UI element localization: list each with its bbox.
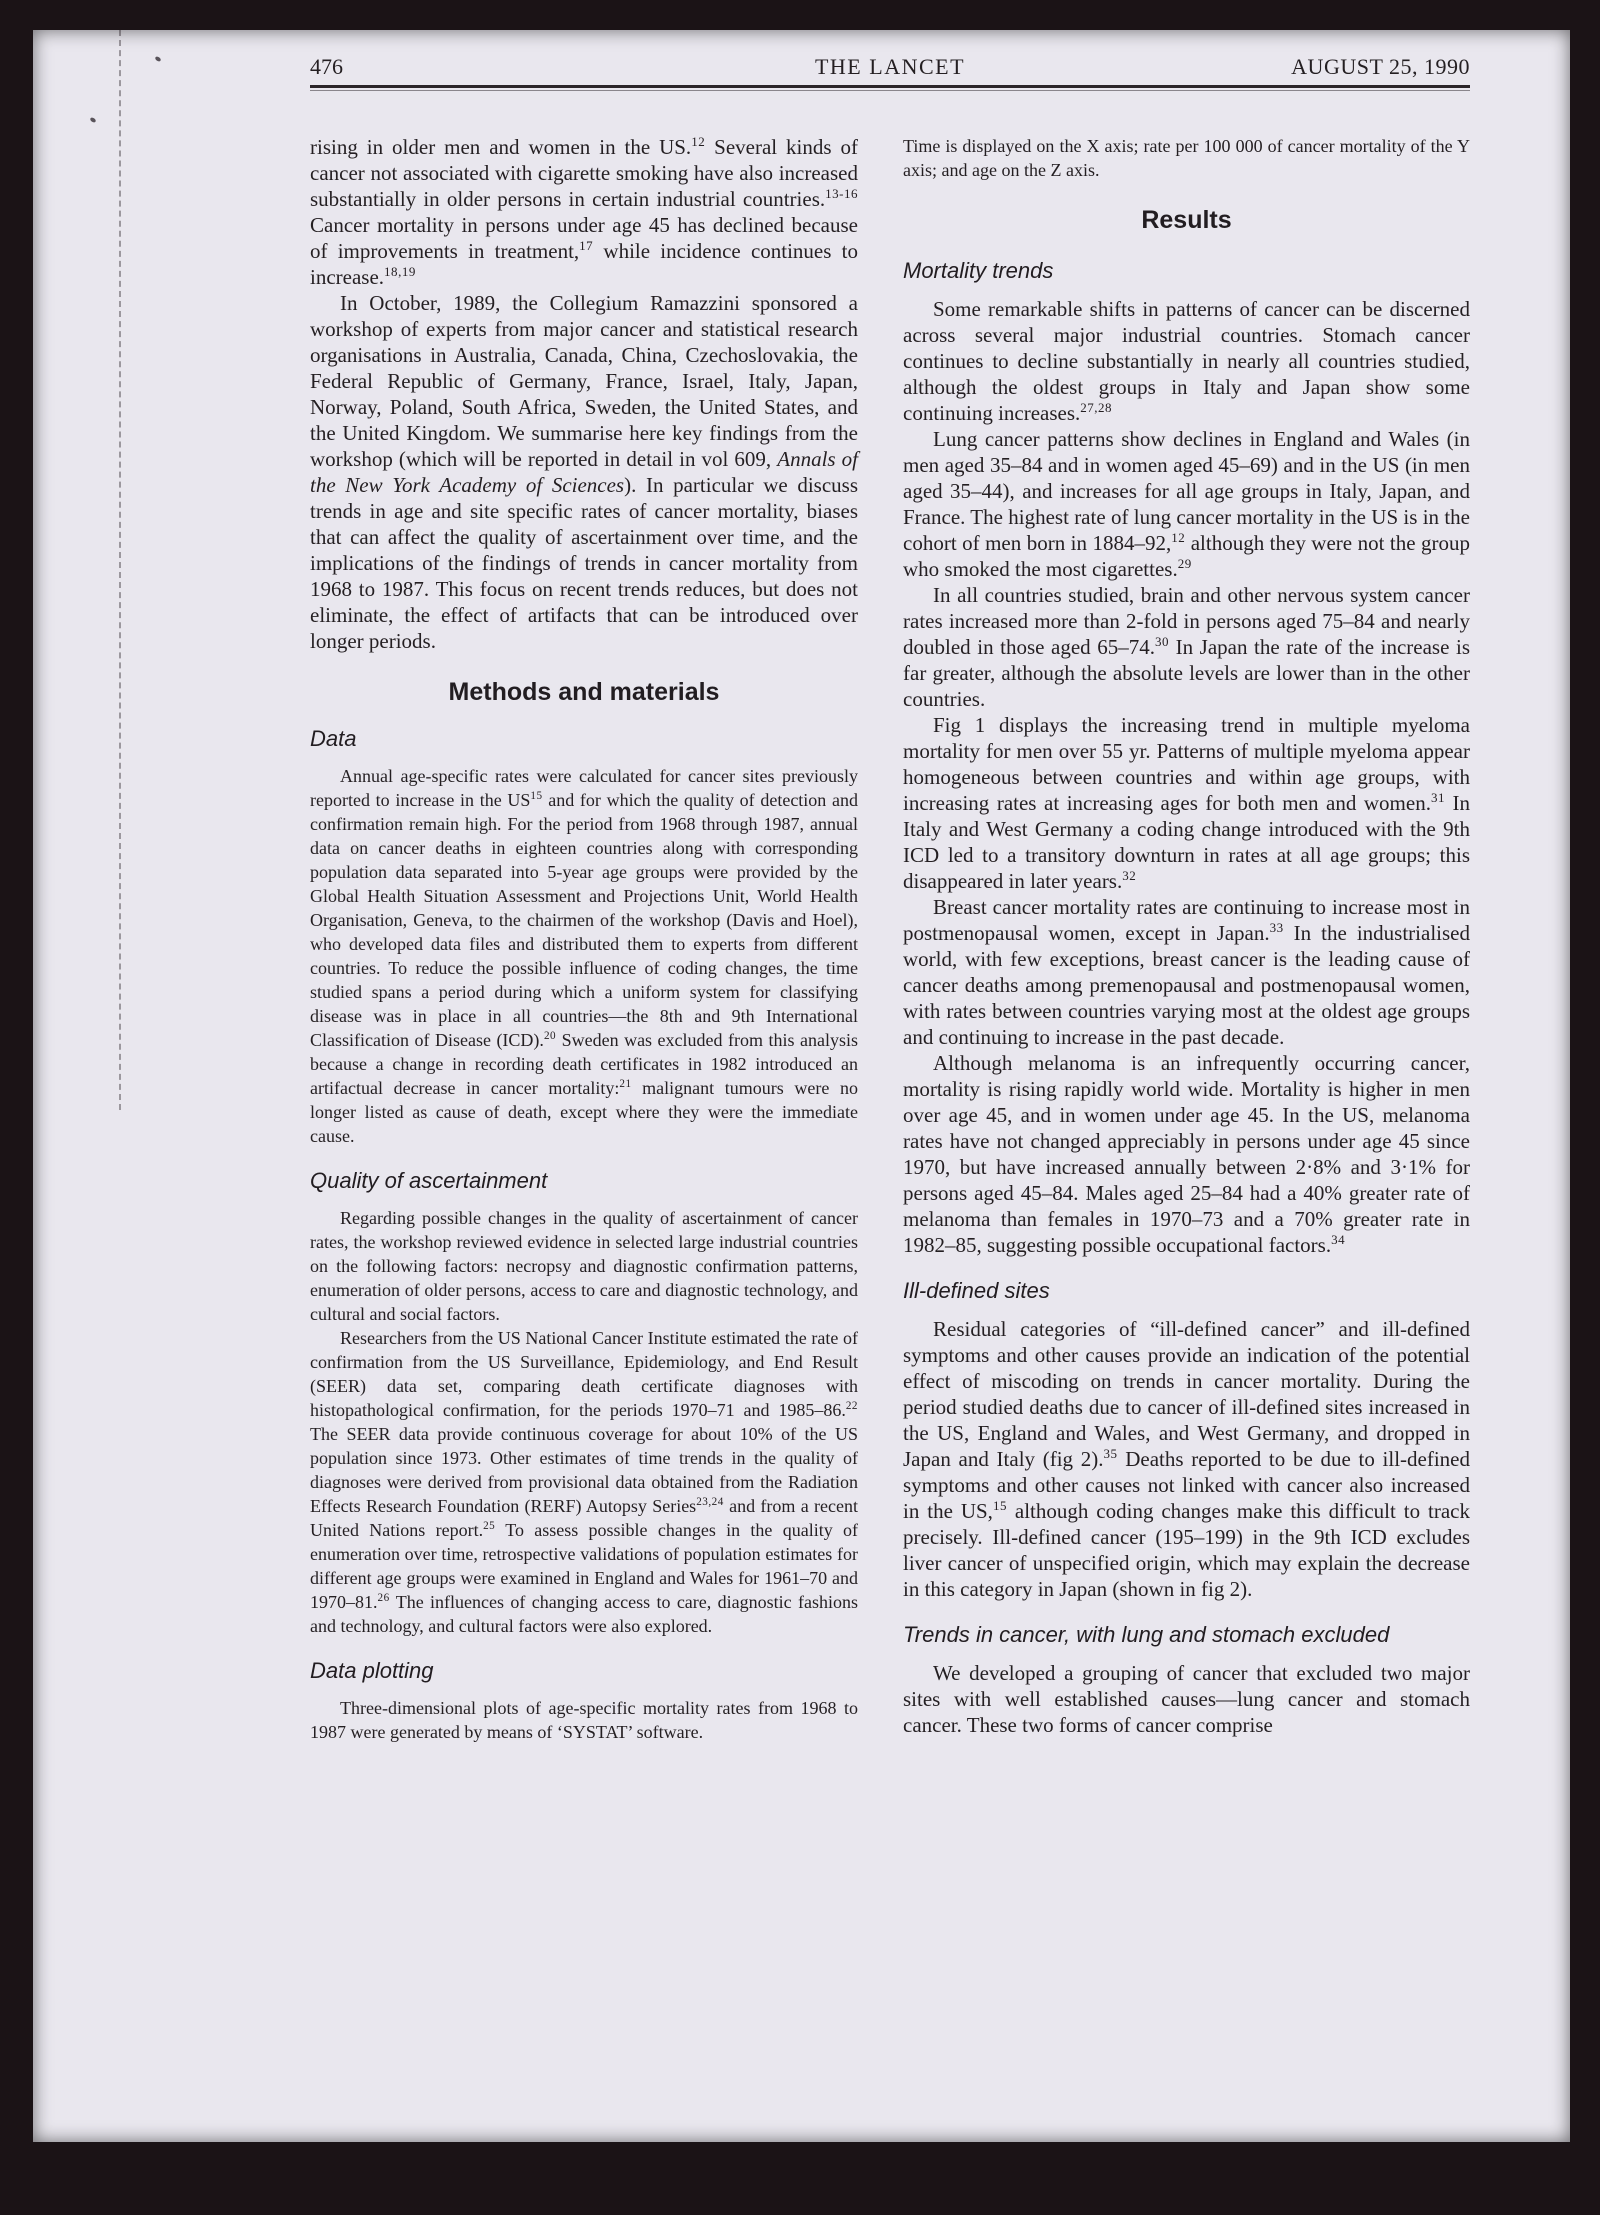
paragraph: Some remarkable shifts in patterns of cancer can be discerned across several major industrial countries. Stomach cancer continues to decline substantially in nearly all countries studied, although the oldest groups in Italy and Japan show some continuing increases.$^{27,28}$ bbox=[903, 297, 1470, 425]
section-heading-methods: Methods and materials bbox=[448, 678, 720, 706]
subsection-heading-mortality-trends: Mortality trends bbox=[903, 258, 1054, 283]
journal-title: THE LANCET bbox=[814, 54, 966, 79]
paragraph: Breast cancer mortality rates are continuing to increase most in postmenopausal women, except in Japan.$^{33}$ In the industrialised world, with few exceptions, breast cancer is the leading cause of cancer deaths among premenopausal and postmenopausal women, with rates between countries varying most at the oldest age groups and continuing to increase in the past decade. bbox=[903, 895, 1470, 1049]
issue-date: AUGUST 25, 1990 bbox=[1291, 54, 1470, 79]
page-header bbox=[310, 54, 1470, 80]
paragraph: Researchers from the US National Cancer Institute estimated the rate of confirmation from the US Surveillance, Epidemiology, and End Result (SEER) data set, comparing death certificate diagnoses with histopathological confirmation, for the periods 1970–71 and 1985–86.22 The SEER data provide continuous coverage for about 10% of the US population since 1973. Other estimates of time trends in the quality of diagnoses were derived from provisional data obtained from the Radiation Effects Research Foundation (RERF) Autopsy Series$^{23,24}$ and from a recent United Nations report.$^{25}$ To assess possible changes in the quality of enumeration over time, retrospective validations of population estimates for different age groups were examined in England and Wales for 1961–70 and 1970–81.26 The influences of changing access to care, diagnostic fashions and technology, and cultural factors were also explored. bbox=[310, 1328, 858, 1636]
subsection-heading-data-plotting: Data plotting bbox=[310, 1658, 434, 1683]
section-heading-results: Results bbox=[1141, 206, 1232, 234]
paragraph: Annual age-specific rates were calculated for cancer sites previously reported to increase in the US$^{15}$ and for which the quality of detection and confirmation remain high. For the period from 1968 through 1987, annual data on cancer deaths in eighteen countries along with corresponding population data separated into 5-year age groups were provided by the Global Health Situation Assessment and Projections Unit, World Health Organisation, Geneva, to the chairmen of the workshop (Davis and Hoel), who developed data files and distributed them to experts from different countries. To reduce the possible influence of coding changes, the time studied spans a period during which a uniform system for classifying disease was in place in all countries—the 8th and 9th International Classification of Disease (ICD).$^{20}$ Sweden was excluded from this analysis because a change in recording death certificates in 1982 introduced an artifactual decrease in cancer mortality:$^{21}$ malignant tumours were no longer listed as cause of death, except where they were the immediate cause. bbox=[310, 766, 858, 1146]
paragraph: rising in older men and women in the US.$^{12}$ Several kinds of cancer not associated with cigarette smoking have also increased substantially in older persons in certain industrial countries.$^{13-16}$ Cancer mortality in persons under age 45 has declined because of improvements in treatment,$^{17}$ while incidence continues to increase.$^{18,19}$ bbox=[310, 134, 858, 289]
paragraph: Regarding possible changes in the quality of ascertainment of cancer rates, the workshop reviewed evidence in selected large industrial countries on the following factors: necropsy and diagnostic confirmation patterns, enumeration of older persons, access to care and diagnostic technology, and cultural and social factors. bbox=[310, 1208, 858, 1324]
page-content bbox=[310, 54, 1470, 1744]
page-number: 476 bbox=[310, 54, 343, 79]
paragraph: We developed a grouping of cancer that excluded two major sites with well established causes—lung cancer and stomach cancer. These two forms of cancer comprise bbox=[903, 1661, 1470, 1737]
paragraph: Lung cancer patterns show declines in England and Wales (in men aged 35–84 and in women aged 45–69) and in the US (in men aged 35–44), and increases for all age groups in Italy, Japan, and France. The highest rate of lung cancer mortality in the US is in the cohort of men born in 1884–92,12 although they were not the group who smoked the most cigarettes.$^{29}$ bbox=[903, 427, 1470, 581]
subsection-heading-trends-lung-stomach-excluded: Trends in cancer, with lung and stomach excluded bbox=[903, 1622, 1390, 1647]
paragraph: Although melanoma is an infrequently occurring cancer, mortality is rising rapidly world wide. Mortality is higher in men over age 45, and in women under age 45. In the US, melanoma rates have not changed appreciably in persons under age 45 since 1970, but have increased annually between 2·8% and 3·1% for persons aged 45–84. Males aged 25–84 had a 40% greater rate of melanoma than females in 1970–73 and a 70% greater rate in 1982–85, suggesting possible occupational factors.$^{34}$ bbox=[903, 1051, 1470, 1257]
subsection-heading-quality-of-ascertainment: Quality of ascertainment bbox=[310, 1168, 548, 1193]
subsection-heading-data: Data bbox=[310, 726, 357, 751]
journal-page bbox=[33, 30, 1570, 2142]
paragraph: Residual categories of “ill-defined cancer” and ill-defined symptoms and other causes provide an indication of the potential effect of miscoding on trends in cancer mortality. During the period studied deaths due to cancer of ill-defined sites increased in the US, England and Wales, and West Germany, and dropped in Japan and Italy (fig 2).$^{35}$ Deaths reported to be due to ill-defined symptoms and other causes not linked with cancer also increased in the US,$^{15}$ although coding changes make this difficult to track precisely. Ill-defined cancer (195–199) in the 9th ICD excludes liver cancer of unspecified origin, which may explain the decrease in this category in Japan (shown in fig 2). bbox=[903, 1317, 1470, 1601]
scan-speck bbox=[154, 56, 161, 63]
fold-line-artifact bbox=[119, 30, 121, 1110]
scan-speck bbox=[89, 117, 96, 124]
subsection-heading-ill-defined-sites: Ill-defined sites bbox=[903, 1278, 1050, 1303]
right-column bbox=[903, 134, 1470, 1744]
paragraph: Three-dimensional plots of age-specific mortality rates from 1968 to 1987 were generated by means of ‘SYSTAT’ software. bbox=[310, 1698, 858, 1742]
header-rule bbox=[310, 85, 1470, 88]
figure-caption-continuation: Time is displayed on the X axis; rate per 100 000 of cancer mortality of the Y axis; and age on the Z axis. bbox=[903, 136, 1470, 180]
paragraph: In all countries studied, brain and other nervous system cancer rates increased more than 2-fold in persons aged 75–84 and nearly doubled in those aged 65–74.30 In Japan the rate of the increase is far greater, although the absolute levels are lower than in the other countries. bbox=[903, 583, 1470, 711]
left-column bbox=[310, 134, 858, 1744]
article-columns bbox=[310, 134, 1470, 1744]
paragraph: In October, 1989, the Collegium Ramazzini sponsored a workshop of experts from major cancer and statistical research organisations in Australia, Canada, China, Czechoslovakia, the Federal Republic of Germany, France, Israel, Italy, Japan, Norway, Poland, South Africa, Sweden, the United States, and the United Kingdom. We summarise here key findings from the workshop (which will be reported in detail in vol 609, Annals of the New York Academy of Sciences). In particular we discuss trends in age and site specific rates of cancer mortality, biases that can affect the quality of ascertainment over time, and the implications of the findings of trends in cancer mortality from 1968 to 1987. This focus on recent trends reduces, but does not eliminate, the effect of artifacts that can be introduced over longer periods. bbox=[310, 291, 858, 653]
paragraph: Fig 1 displays the increasing trend in multiple myeloma mortality for men over 55 yr. Patterns of multiple myeloma appear homogeneous between countries and within age groups, with increasing rates at increasing ages for both men and women.$^{31}$ In Italy and West Germany a coding change introduced with the 9th ICD led to a transitory downturn in rates at all age groups; this disappeared in later years.$^{32}$ bbox=[903, 713, 1471, 893]
